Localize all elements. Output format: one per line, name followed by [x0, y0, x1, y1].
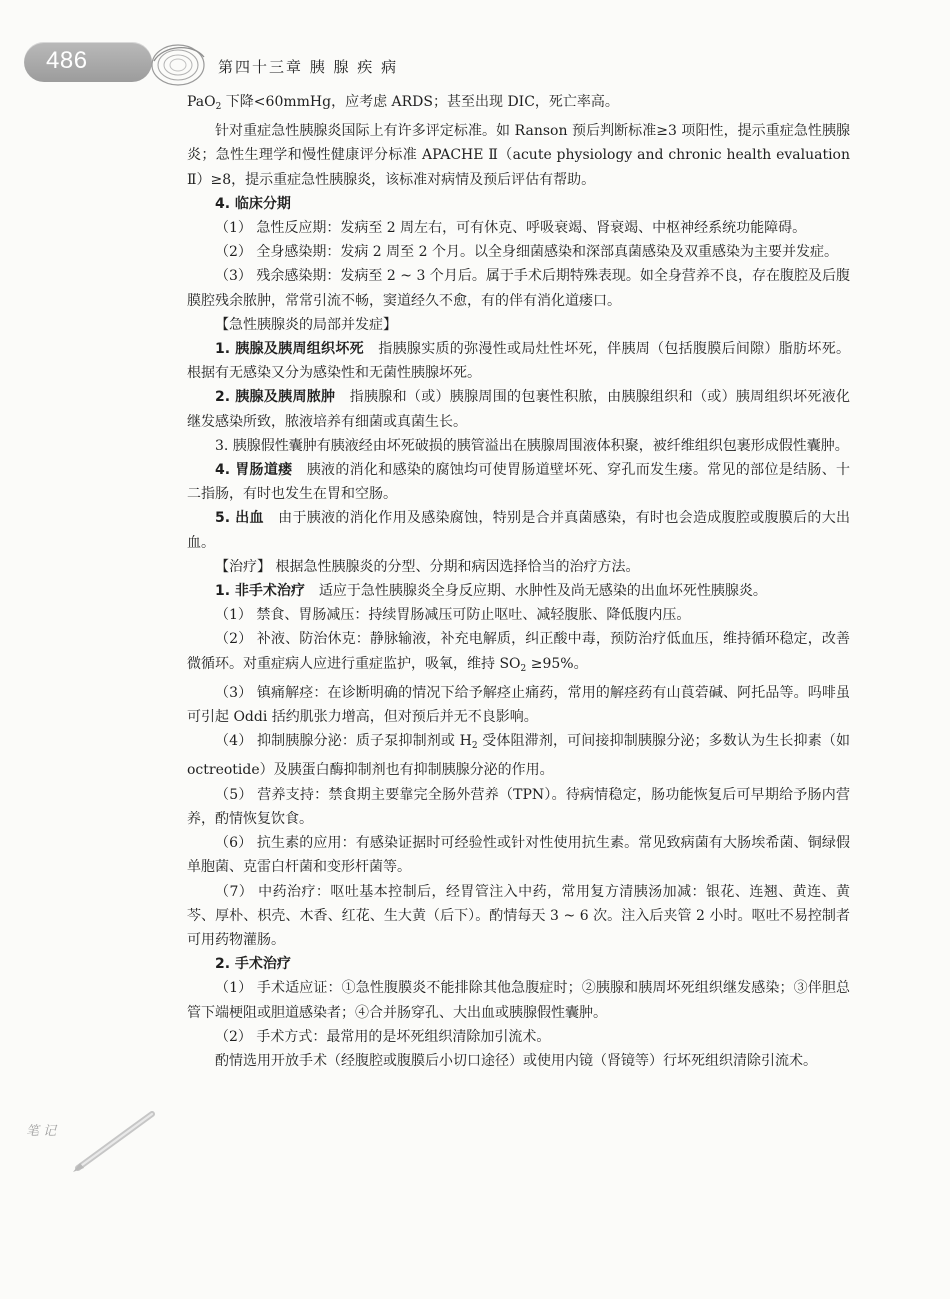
- page-header: [0, 30, 950, 90]
- chapter-title: 第四十三章 胰 腺 疾 病: [218, 58, 399, 76]
- paragraph-severity-criteria: 针对重症急性胰腺炎国际上有许多评定标准。如 Ranson 预后判断标准≥3 项阳性，提示重症急性胰腺炎；急性生理学和慢性健康评分标准 APACHE Ⅱ（acute physiology and chronic health evaluation Ⅱ）≥8，提示重症急性胰腺炎，该标准对病情及预后评估有帮助。: [187, 123, 850, 188]
- complication-abscess: 2. 胰腺及胰周脓肿 指胰腺和（或）胰腺周围的包裹性积脓，由胰腺组织和（或）胰周组织坏死液化继发感染所致，脓液培养有细菌或真菌生长。: [187, 389, 851, 430]
- treatment-intro: 【治疗】 根据急性胰腺炎的分型、分期和病因选择恰当的治疗方法。: [215, 558, 640, 575]
- stage-systemic-infection: （2） 全身感染期：发病 2 周至 2 个月。以全身细菌感染和深部真菌感染及双重感染为主要并发症。: [215, 244, 838, 261]
- section-heading-local-complications: 【急性胰腺炎的局部并发症】: [215, 316, 397, 333]
- complication-fistula: 4. 胃肠道瘘 胰液的消化和感染的腐蚀均可使胃肠道壁坏死、穿孔而发生瘘。常见的部位是结肠、十二指肠，有时也发生在胃和空肠。: [187, 462, 850, 503]
- treatment-nutrition: （5） 营养支持：禁食期主要靠完全肠外营养（TPN）。待病情稳定，肠功能恢复后可早期给予肠内营养，酌情恢复饮食。: [187, 786, 850, 827]
- surgery-options: 酌情选用开放手术（经腹腔或腹膜后小切口途径）或使用内镜（肾镜等）行坏死组织清除引流术。: [215, 1052, 817, 1069]
- page-number: 486: [46, 47, 88, 74]
- treatment-secretion-inhibition: （4） 抑制胰腺分泌：质子泵抑制剂或 $H_2$ 受体阻滞剂，可间接抑制胰腺分泌；多数认为生长抑素（如 octreotide）及胰蛋白酶抑制剂也有抑制胰腺分泌的作用。: [187, 733, 851, 779]
- stage-residual-infection: （3） 残余感染期：发病至 2 ~ 3 个月后。属于手术后期特殊表现。如全身营养不良，存在腹腔及后腹膜腔残余脓肿，常常引流不畅，窦道经久不愈，有的伴有消化道瘘口。: [187, 268, 850, 309]
- treatment-chinese-medicine: （7） 中药治疗：呕吐基本控制后，经胃管注入中药，常用复方清胰汤加减：银花、连翘、黄连、黄芩、厚朴、枳壳、木香、红花、生大黄（后下）。酌情每天 3 ~ 6 次。注入后夹管 2 小时。呕吐不易控制者可用药物灌肠。: [187, 883, 850, 948]
- document-body: [187, 90, 850, 1073]
- swirl-logo-icon: [148, 39, 208, 91]
- treatment-analgesia: （3） 镇痛解痉：在诊断明确的情况下给予解痉止痛药，常用的解痉药有山莨菪碱、阿托品等。吗啡虽可引起 Oddi 括约肌张力增高，但对预后并无不良影响。: [187, 684, 850, 726]
- surgery-method: （2） 手术方式：最常用的是坏死组织清除加引流术。: [215, 1028, 551, 1045]
- complication-necrosis: 1. 胰腺及胰周组织坏死 指胰腺实质的弥漫性或局灶性坏死，伴胰周（包括腹膜后间隙）脂肪坏死。根据有无感染又分为感染性和无菌性胰腺坏死。: [187, 341, 851, 382]
- surgery-indications: （1） 手术适应证：①急性腹膜炎不能排除其他急腹症时；②胰腺和胰周坏死组织继发感染；③伴胆总管下端梗阻或胆道感染者；④合并肠穿孔、大出血或胰腺假性囊肿。: [187, 980, 850, 1021]
- pencil-icon: [70, 1110, 160, 1174]
- treatment-fluids: （2） 补液、防治休克：静脉输液，补充电解质，纠正酸中毒，预防治疗低血压，维持循环稳定，改善微循环。对重症病人应进行重症监护，吸氧，维持 $SO_2 \ge 95\%$。: [187, 631, 850, 674]
- treatment-antibiotics: （6） 抗生素的应用：有感染证据时可经验性或针对性使用抗生素。常见致病菌有大肠埃希菌、铜绿假单胞菌、克雷白杆菌和变形杆菌等。: [187, 835, 850, 876]
- paragraph-pao2: PaO$_2$ 下降<60mmHg，应考虑 ARDS；甚至出现 DIC，死亡率高。: [187, 94, 619, 112]
- section-heading-clinical-stages: 4. 临床分期: [215, 195, 291, 212]
- treatment-nonsurgical: 1. 非手术治疗 适应于急性胰腺炎全身反应期、水肿性及尚无感染的出血坏死性胰腺炎。: [215, 583, 767, 600]
- page-number-tab: [24, 42, 152, 82]
- stage-acute-reaction: （1） 急性反应期：发病至 2 周左右，可有休克、呼吸衰竭、肾衰竭、中枢神经系统功能障碍。: [215, 220, 807, 237]
- complication-pseudocyst: 3. 胰腺假性囊肿有胰液经由坏死破损的胰管溢出在胰腺周围液体积聚，被纤维组织包裹形成假性囊肿。: [215, 437, 849, 454]
- complication-hemorrhage: 5. 出血 由于胰液的消化作用及感染腐蚀，特别是合并真菌感染，有时也会造成腹腔或腹膜后的大出血。: [187, 510, 851, 551]
- section-heading-surgery: 2. 手术治疗: [215, 956, 291, 973]
- treatment-fasting: （1） 禁食、胃肠减压：持续胃肠减压可防止呕吐、减轻腹胀、降低腹内压。: [215, 607, 691, 624]
- margin-notes-area: [26, 1120, 146, 1170]
- notes-label: 笔 记: [26, 1124, 57, 1139]
